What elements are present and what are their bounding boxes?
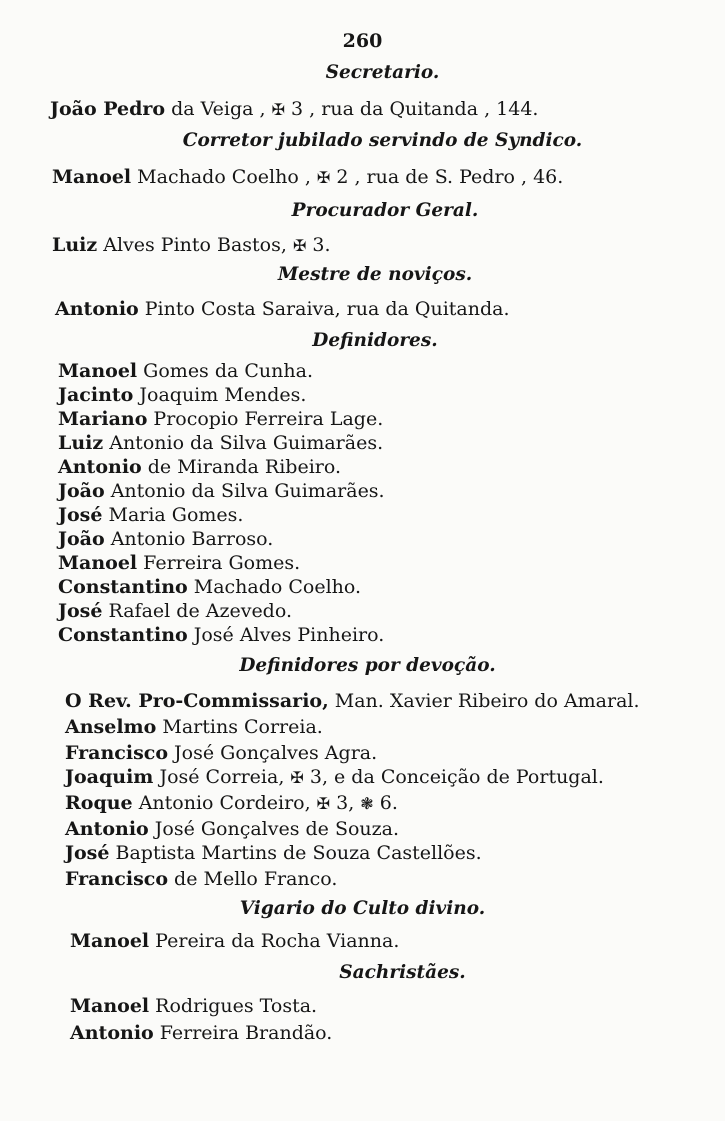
- section-heading: Procurador Geral.: [291, 200, 479, 221]
- entry-name-bold: José: [58, 600, 103, 622]
- entry-name-bold: Mariano: [58, 408, 148, 430]
- section-heading: Corretor jubilado servindo de Syndico.: [182, 130, 583, 151]
- roster-entry: [58, 600, 292, 622]
- order-cross-icon: ✠: [292, 236, 307, 255]
- entry-text: Rafael de Azevedo.: [102, 600, 292, 622]
- entry-name-bold: Luiz: [58, 432, 104, 454]
- entry-name-bold: O Rev. Pro-Commissario,: [65, 690, 329, 712]
- entry-name-bold: Manoel: [58, 360, 138, 382]
- entry-name-bold: José: [58, 504, 103, 526]
- entry-text: José Correia,: [153, 766, 291, 788]
- entry-text: de Mello Franco.: [168, 868, 338, 890]
- roster-entry: [58, 456, 341, 478]
- entry-name-bold: Antonio: [58, 456, 142, 478]
- entry-name-bold: Francisco: [65, 742, 169, 764]
- roster-entry: [70, 995, 317, 1017]
- entry-text: 3, e da Conceição de Portugal.: [303, 766, 604, 788]
- entry-text: Procopio Ferreira Lage.: [147, 408, 384, 430]
- order-cross-icon: ✠: [316, 794, 331, 813]
- section-heading: Sachristães.: [339, 962, 466, 983]
- entry-name-bold: Roque: [65, 792, 133, 814]
- entry-name-bold: João: [58, 480, 105, 502]
- entry-name-bold: Constantino: [58, 576, 188, 598]
- roster-entry: [50, 98, 538, 120]
- entry-name-bold: Antonio: [70, 1022, 154, 1044]
- entry-text: 3,: [330, 792, 361, 814]
- roster-entry: [58, 528, 273, 550]
- roster-entry: [65, 868, 337, 890]
- entry-text: Antonio da Silva Guimarães.: [104, 480, 385, 502]
- entry-name-bold: Francisco: [65, 868, 169, 890]
- roster-entry: [65, 690, 640, 712]
- section-heading: Definidores.: [312, 330, 438, 351]
- roster-entry: [58, 480, 385, 502]
- entry-text: Ferreira Brandão.: [153, 1022, 333, 1044]
- entry-text: Martins Correia.: [156, 716, 323, 738]
- entry-name-bold: Constantino: [58, 624, 188, 646]
- roster-entry: [58, 552, 300, 574]
- roster-entry: [65, 716, 323, 738]
- entry-text: Maria Gomes.: [102, 504, 244, 526]
- roster-entry: [65, 766, 604, 788]
- roster-entry: [58, 384, 306, 406]
- entry-name-bold: Jacinto: [58, 384, 134, 406]
- section-heading: Mestre de noviços.: [277, 264, 473, 285]
- roster-entry: [65, 792, 398, 814]
- entry-text: Machado Coelho ,: [131, 166, 317, 188]
- roster-entry: [58, 408, 383, 430]
- roster-entry: [58, 576, 361, 598]
- order-star-icon: ❃: [360, 794, 374, 813]
- roster-entry: [58, 432, 383, 454]
- roster-entry: [58, 504, 243, 526]
- entry-text: Ferreira Gomes.: [137, 552, 301, 574]
- entry-text: Man. Xavier Ribeiro do Amaral.: [328, 690, 640, 712]
- entry-text: Antonio da Silva Guimarães.: [103, 432, 384, 454]
- roster-entry: [65, 842, 482, 864]
- entry-name-bold: Antonio: [55, 298, 139, 320]
- entry-text: Pinto Costa Saraiva, rua da Quitanda.: [138, 298, 510, 320]
- roster-entry: [70, 1022, 332, 1044]
- roster-entry: [55, 298, 510, 320]
- entry-text: Baptista Martins de Souza Castellões.: [109, 842, 482, 864]
- section-heading: Definidores por devoção.: [239, 655, 496, 676]
- entry-text: Machado Coelho.: [187, 576, 362, 598]
- entry-text: Pereira da Rocha Vianna.: [149, 930, 400, 952]
- entry-text: de Miranda Ribeiro.: [141, 456, 342, 478]
- roster-entry: [52, 166, 563, 188]
- entry-text: Antonio Cordeiro,: [132, 792, 317, 814]
- entry-name-bold: Antonio: [65, 818, 149, 840]
- section-heading: Secretario.: [325, 62, 440, 83]
- entry-text: 6.: [373, 792, 398, 814]
- entry-text: Alves Pinto Bastos,: [97, 234, 293, 256]
- roster-entry: [70, 930, 399, 952]
- entry-name-bold: Manoel: [52, 166, 132, 188]
- entry-text: Gomes da Cunha.: [137, 360, 313, 382]
- entry-text: 2 , rua de S. Pedro , 46.: [330, 166, 564, 188]
- entry-text: José Gonçalves de Souza.: [148, 818, 400, 840]
- entry-name-bold: Manoel: [58, 552, 138, 574]
- entry-name-bold: José: [65, 842, 110, 864]
- order-cross-icon: ✠: [290, 768, 304, 787]
- page-number: 260: [342, 30, 383, 52]
- entry-text: José Alves Pinheiro.: [187, 624, 385, 646]
- entry-name-bold: Luiz: [52, 234, 98, 256]
- entry-name-bold: Joaquim: [65, 766, 154, 788]
- order-cross-icon: ✠: [316, 168, 331, 187]
- entry-name-bold: Manoel: [70, 995, 150, 1017]
- entry-text: 3 , rua da Quitanda , 144.: [285, 98, 539, 120]
- entry-text: Rodrigues Tosta.: [149, 995, 318, 1017]
- roster-entry: [65, 818, 399, 840]
- entry-name-bold: Manoel: [70, 930, 150, 952]
- entry-name-bold: João: [58, 528, 105, 550]
- entry-text: Joaquim Mendes.: [133, 384, 307, 406]
- entry-text: da Veiga ,: [165, 98, 272, 120]
- entry-text: Antonio Barroso.: [104, 528, 274, 550]
- roster-entry: [58, 360, 313, 382]
- roster-entry: [52, 234, 331, 256]
- roster-entry: [65, 742, 377, 764]
- entry-name-bold: João Pedro: [50, 98, 166, 120]
- order-cross-icon: ✠: [271, 100, 285, 119]
- roster-entry: [58, 624, 384, 646]
- entry-text: 3.: [306, 234, 331, 256]
- entry-text: José Gonçalves Agra.: [168, 742, 378, 764]
- section-heading: Vigario do Culto divino.: [239, 898, 486, 919]
- entry-name-bold: Anselmo: [65, 716, 157, 738]
